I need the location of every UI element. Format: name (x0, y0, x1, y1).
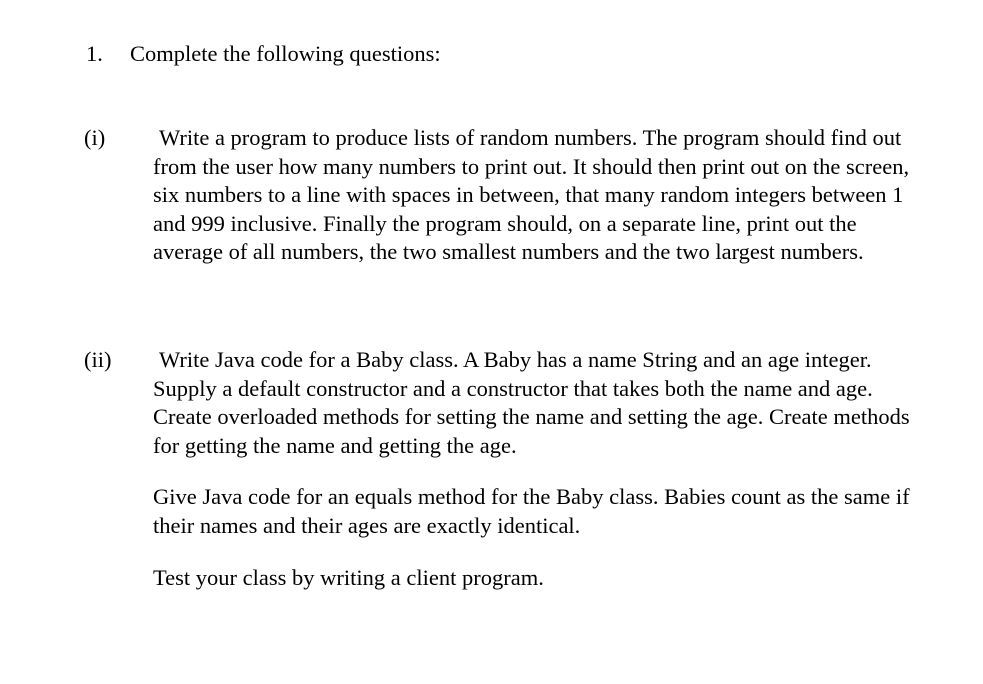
question-title: Complete the following questions: (130, 41, 441, 66)
part-i-label: (i) (84, 125, 106, 150)
part-ii-test-text: Test your class by writing a client program. (153, 565, 544, 590)
part-ii-equals-text: Give Java code for an equals method for the Baby class. Babies count as the same if their names and their ages are exactly identical. (153, 484, 910, 538)
part-i-text: Write a program to produce lists of random numbers. The program should find out from the user how many numbers to print out. It should then print out on the screen, six numbers to a line with spaces in between, that many random integers between 1 and 999 inclusive. Finally the program should, on a separate line, print out the average of all numbers, the two smallest numbers and the two largest numbers. (153, 125, 910, 264)
part-ii-label: (ii) (84, 347, 112, 372)
part-ii-text: Write Java code for a Baby class. A Baby has a name String and an age integer. Supply a default constructor and a constructor that takes both the name and age. Create overloaded methods for setting the name and setting the age. Create methods for getting the name and getting the age. (153, 347, 910, 458)
question-number: 1. (86, 41, 103, 66)
